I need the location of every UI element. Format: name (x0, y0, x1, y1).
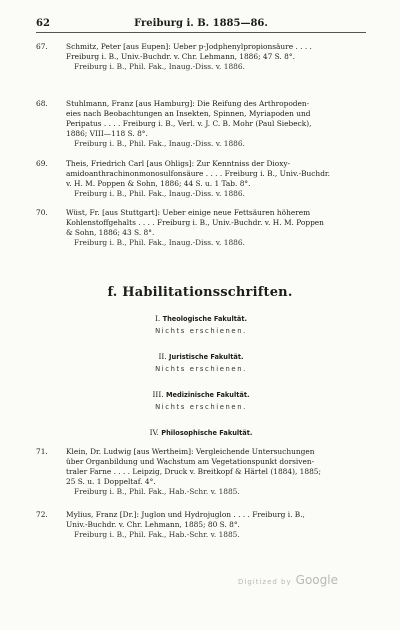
google-watermark (238, 573, 338, 587)
page-header (36, 18, 366, 32)
entry-imprint: Freiburg i. B., Phil. Fak., Inaug.-Diss. v. 1886. (74, 238, 245, 247)
entry-line: eies nach Beobachtungen an Insekten, Spinnen, Myriapoden und (66, 109, 311, 118)
watermark-brand: Google (295, 573, 338, 587)
entry-line: Mylius, Franz [Dr.]: Juglon und Hydrojuglon . . . . Freiburg i. B., (66, 510, 305, 519)
faculty-name: Theologische Fakultät. (162, 315, 248, 323)
running-title: Freiburg i. B. 1885—86. (134, 18, 268, 29)
faculty-numeral: III. (152, 390, 164, 399)
page-number: 62 (36, 18, 50, 29)
entry-71 (36, 447, 366, 497)
faculty-heading-theology (36, 314, 366, 324)
entry-line: Wüst, Fr. [aus Stuttgart]: Ueber einige neue Fettsäuren höherem (66, 208, 311, 217)
entry-69 (36, 159, 366, 199)
entry-number: 72. (36, 510, 48, 519)
entry-line: Peripatus . . . . Freiburg i. B., Verl. v. J. C. B. Mohr (Paul Siebeck), (66, 119, 312, 128)
entry-line: 25 S. u. 1 Doppeltaf. 4°. (66, 477, 156, 486)
faculty-heading-law (36, 352, 366, 362)
entry-line: amidoanthrachinonmonosulfonsäure . . . . Freiburg i. B., Univ.-Buchdr. (66, 169, 330, 178)
entry-imprint: Freiburg i. B., Phil. Fak., Hab.-Schr. v. 1885. (74, 530, 240, 539)
entry-imprint: Freiburg i. B., Phil. Fak., Inaug.-Diss. v. 1886. (74, 139, 245, 148)
faculty-numeral: II. (158, 352, 167, 361)
entry-number: 67. (36, 42, 48, 51)
entry-line: & Sohn, 1886; 43 S. 8°. (66, 228, 155, 237)
entry-line: traler Farne . . . . Leipzig, Druck v. Breitkopf & Härtel (1884), 1885; (66, 467, 321, 476)
entry-number: 68. (36, 99, 48, 108)
entry-line: über Organbildung und Wachstum am Vegetationspunkt dorsiven- (66, 457, 315, 466)
watermark-small-text: Digitized by (238, 578, 292, 586)
faculty-name: Juristische Fakultät. (169, 353, 244, 361)
entry-imprint: Freiburg i. B., Phil. Fak., Inaug.-Diss. v. 1886. (74, 189, 245, 198)
entry-imprint: Freiburg i. B., Phil. Fak., Inaug.-Diss. v. 1886. (74, 62, 245, 71)
faculty-numeral: IV. (149, 428, 159, 437)
faculty-name: Medizinische Fakultät. (165, 391, 250, 399)
entry-line: 1886; VIII—118 S. 8°. (66, 129, 148, 138)
entry-line: Theis, Friedrich Carl [aus Ohligs]: Zur Kenntniss der Dioxy- (66, 159, 291, 168)
faculty-name: Philosophische Fakultät. (161, 429, 253, 437)
entry-line: Kohlenstoffgehalts . . . . Freiburg i. B., Univ.-Buchdr. v. H. M. Poppen (66, 218, 324, 227)
entry-number: 69. (36, 159, 48, 168)
entry-line: Schmitz, Peter [aus Eupen]: Ueber p-Jodphenylpropionsäure . . . . (66, 42, 312, 51)
faculty-heading-philosophy (36, 428, 366, 438)
faculty-note: Nichts erschienen. (155, 403, 247, 411)
entry-72 (36, 510, 366, 540)
entry-67 (36, 42, 366, 72)
faculty-note: Nichts erschienen. (155, 327, 247, 335)
entry-line: Freiburg i. B., Univ.-Buchdr. v. Chr. Lehmann, 1886; 47 S. 8°. (66, 52, 295, 61)
entry-70 (36, 208, 366, 248)
header-rule (36, 32, 366, 33)
entry-line: Stuhlmann, Franz [aus Hamburg]: Die Reifung des Arthropoden- (66, 99, 310, 108)
faculty-note: Nichts erschienen. (155, 365, 247, 373)
entry-68 (36, 99, 366, 149)
entry-number: 70. (36, 208, 48, 217)
entry-imprint: Freiburg i. B., Phil. Fak., Hab.-Schr. v. 1885. (74, 487, 240, 496)
faculty-heading-medicine (36, 390, 366, 400)
entry-number: 71. (36, 447, 48, 456)
faculty-numeral: I. (154, 314, 161, 323)
entry-line: v. H. M. Poppen & Sohn, 1886; 44 S. u. 1 Tab. 8°. (66, 179, 251, 188)
section-title: f. Habilitationsschriften. (107, 285, 293, 300)
entry-line: Univ.-Buchdr. v. Chr. Lehmann, 1885; 80 S. 8°. (66, 520, 240, 529)
entry-line: Klein, Dr. Ludwig [aus Wertheim]: Vergleichende Untersuchungen (66, 447, 315, 456)
